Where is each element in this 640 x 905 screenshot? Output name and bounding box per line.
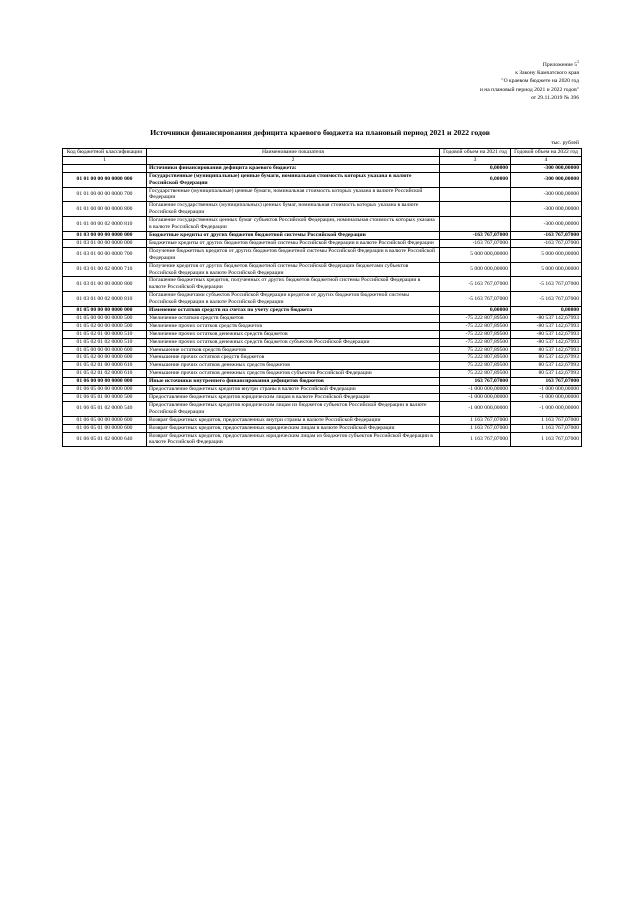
table-row [63, 370, 582, 378]
row-value-2021-cell: 0,00000 [440, 307, 511, 315]
row-value-2022-cell: 0,00000 [511, 307, 582, 315]
row-name-cell: Увеличение прочих остатков денежных средств бюджетов [147, 330, 440, 338]
table-row [63, 330, 582, 338]
column-number: 3 [440, 156, 511, 164]
column-number: 2 [147, 156, 440, 164]
row-code-cell: 01 01 00 00 00 0000 700 [63, 187, 147, 202]
row-name-cell: Увеличение прочих остатков средств бюджетов [147, 322, 440, 330]
row-name-cell: Иные источники внутреннего финансирования дефицитов бюджетов [147, 378, 440, 386]
row-name-cell: Предоставление бюджетных кредитов юридическим лицам в валюте Российской Федерации [147, 394, 440, 402]
row-value-2021-cell: 75 222 807,89500 [440, 346, 511, 354]
appendix-line-4: и на плановый период 2021 и 2022 годов" [479, 86, 579, 93]
row-value-2021-cell: 5 000 000,00000 [440, 262, 511, 277]
table-row [63, 386, 582, 394]
row-value-2021-cell: 1 163 767,07000 [440, 416, 511, 424]
row-code-cell: 01 03 01 00 00 0000 800 [63, 277, 147, 292]
table-row [63, 217, 582, 232]
row-value-2022-cell: -5 163 767,07000 [511, 292, 582, 307]
row-value-2021-cell: -1 000 000,00000 [440, 394, 511, 402]
row-value-2022-cell: 1 163 767,07000 [511, 424, 582, 432]
row-code-cell: 01 05 02 01 02 0000 510 [63, 338, 147, 346]
row-name-cell: Погашение бюджетных кредитов, полученных от других бюджетов бюджетной системы Российской Федерации в валюте Российской Федерации [147, 277, 440, 292]
table-row [63, 401, 582, 416]
row-value-2021-cell: -75 222 807,89500 [440, 314, 511, 322]
table-row [63, 416, 582, 424]
table-row [63, 292, 582, 307]
row-value-2022-cell: -163 767,07000 [511, 239, 582, 247]
appendix-line-3: "О краевом бюджете на 2020 год [501, 78, 579, 85]
row-name-cell: Бюджетные кредиты от других бюджетов бюджетной системы Российской Федерации в валюте Российской Федерации [147, 239, 440, 247]
row-value-2021-cell: -75 222 807,89500 [440, 338, 511, 346]
table-row [63, 362, 582, 370]
document-title: Источники финансирования дефицита краевого бюджета на плановый период 2021 и 2022 годов [150, 128, 490, 137]
row-code-cell: 01 06 05 01 00 0000 600 [63, 424, 147, 432]
table-row [63, 322, 582, 330]
row-name-cell: Возврат бюджетных кредитов, предоставленных юридическим лицам из бюджетов субъектов Российской Федерации в валюте Российской Федерации [147, 432, 440, 447]
row-name-cell: Изменение остатков средств на счетах по учету средств бюджета [147, 307, 440, 315]
row-value-2022-cell: 1 163 767,07000 [511, 416, 582, 424]
row-name-cell: Получение бюджетных кредитов от других бюджетов бюджетной системы Российской Федерации в валюте Российской Федерации [147, 247, 440, 262]
row-code-cell: 01 06 05 01 02 0000 640 [63, 432, 147, 447]
units-label: тыс. рублей [551, 140, 579, 146]
row-code-cell: 01 06 05 00 00 0000 000 [63, 386, 147, 394]
row-code-cell: 01 05 02 01 00 0000 610 [63, 362, 147, 370]
header-code: Код бюджетной классификации [63, 149, 147, 157]
row-name-cell: Получение кредитов от других бюджетов бюджетной системы Российской Федерации бюджетами субъектов Российской Федерации в валюте Российской Федерации [147, 262, 440, 277]
row-value-2022-cell: 163 767,07000 [511, 378, 582, 386]
row-value-2022-cell: -300 000,00000 [511, 172, 582, 187]
row-value-2022-cell: 80 537 142,67993 [511, 346, 582, 354]
row-name-cell: Уменьшение остатков средств бюджетов [147, 346, 440, 354]
row-value-2021-cell: 1 163 767,07000 [440, 432, 511, 447]
row-value-2021-cell: -163 767,07000 [440, 231, 511, 239]
column-number: 1 [63, 156, 147, 164]
row-name-cell: Предоставление бюджетных кредитов юридическим лицам из бюджетов субъектов Российской Федерации в валюте Российской Федерации [147, 401, 440, 416]
row-name-cell: Погашение бюджетами субъектов Российской Федерации кредитов от других бюджетов бюджетной системы Российской Федерации в валюте Российской Федерации [147, 292, 440, 307]
table-row [63, 239, 582, 247]
row-name-cell: Погашение государственных ценных бумаг субъектов Российской Федерации, номинальная стоимость которых указана в валюте Российской Федерации [147, 217, 440, 232]
row-value-2021-cell: -75 222 807,89500 [440, 330, 511, 338]
table-row [63, 247, 582, 262]
header-name: Наименование показателя [147, 149, 440, 157]
row-code-cell: 01 06 05 00 00 0000 600 [63, 416, 147, 424]
row-value-2022-cell: 1 163 767,07000 [511, 432, 582, 447]
row-value-2022-cell: -300 000,00000 [511, 217, 582, 232]
row-code-cell: 01 06 00 00 00 0000 000 [63, 378, 147, 386]
row-name-cell: Возврат бюджетных кредитов, предоставленных юридическим лицам в валюте Российской Федерации [147, 424, 440, 432]
row-value-2022-cell: -80 537 142,67993 [511, 330, 582, 338]
budget-table [62, 148, 582, 447]
row-name-cell: Уменьшение прочих остатков денежных средств бюджетов [147, 362, 440, 370]
table-row [63, 338, 582, 346]
header-year-2022: Годовой объем на 2022 год [511, 149, 582, 157]
appendix-line-1 [319, 58, 579, 69]
row-code-cell: 01 05 02 00 00 0000 600 [63, 354, 147, 362]
table-body [63, 164, 582, 447]
appendix-title: Приложение 5 [542, 61, 577, 68]
row-value-2022-cell: -80 537 142,67993 [511, 338, 582, 346]
row-code-cell: 01 05 00 00 00 0000 000 [63, 307, 147, 315]
table-row [63, 172, 582, 187]
table-row [63, 394, 582, 402]
row-name-cell: Источники финансирования дефицита краевого бюджета: [147, 164, 440, 172]
row-code-cell: 01 03 01 00 00 0000 000 [63, 239, 147, 247]
appendix-superscript: 1 [577, 59, 579, 64]
row-value-2021-cell: 5 000 000,00000 [440, 247, 511, 262]
row-name-cell: Бюджетные кредиты от других бюджетов бюджетной системы Российской Федерации [147, 231, 440, 239]
row-value-2021-cell: -5 163 767,07000 [440, 277, 511, 292]
row-value-2021-cell: 75 222 807,89500 [440, 354, 511, 362]
table-row [63, 378, 582, 386]
row-name-cell: Увеличение остатков средств бюджетов [147, 314, 440, 322]
row-code-cell: 01 06 05 01 00 0000 500 [63, 394, 147, 402]
row-value-2021-cell: 0,00000 [440, 172, 511, 187]
row-value-2021-cell: 0,00000 [440, 164, 511, 172]
row-value-2021-cell: -1 000 000,00000 [440, 401, 511, 416]
row-code-cell: 01 05 02 01 00 0000 510 [63, 330, 147, 338]
row-code-cell: 01 03 01 00 02 0000 710 [63, 262, 147, 277]
appendix-line-5: от 29.11.2019 № 396 [530, 95, 579, 102]
row-value-2022-cell: -1 000 000,00000 [511, 401, 582, 416]
row-value-2022-cell: 5 000 000,00000 [511, 262, 582, 277]
row-value-2021-cell: 1 163 767,07000 [440, 424, 511, 432]
row-name-cell: Государственные (муниципальные) ценные бумаги, номинальная стоимость которых указана в валюте Российской Федерации [147, 187, 440, 202]
column-number: 4 [511, 156, 582, 164]
row-name-cell: Увеличение прочих остатков денежных средств бюджетов субъектов Российской Федерации [147, 338, 440, 346]
row-code-cell: 01 01 00 00 00 0000 800 [63, 202, 147, 217]
row-code-cell: 01 05 02 00 00 0000 500 [63, 322, 147, 330]
row-value-2021-cell: 163 767,07000 [440, 378, 511, 386]
row-name-cell: Уменьшение прочих остатков средств бюджетов [147, 354, 440, 362]
row-name-cell: Государственные (муниципальные) ценные бумаги, номинальная стоимость которых указана в валюте Российской Федерации [147, 172, 440, 187]
table-row [63, 262, 582, 277]
row-value-2022-cell: -5 163 767,07000 [511, 277, 582, 292]
row-code-cell: 01 03 01 00 02 0000 810 [63, 292, 147, 307]
table-row [63, 187, 582, 202]
row-name-cell: Предоставление бюджетных кредитов внутри страны в валюте Российской Федерации [147, 386, 440, 394]
row-code-cell: 01 05 02 01 02 0000 610 [63, 370, 147, 378]
table-row [63, 424, 582, 432]
row-value-2022-cell: -80 537 142,67993 [511, 322, 582, 330]
table-row [63, 164, 582, 172]
row-code-cell: 01 06 05 01 02 0000 540 [63, 401, 147, 416]
row-code-cell: 01 05 00 00 00 0000 500 [63, 314, 147, 322]
row-value-2021-cell [440, 187, 511, 202]
row-value-2022-cell: -300 000,00000 [511, 202, 582, 217]
row-code-cell: 01 01 00 00 02 0000 810 [63, 217, 147, 232]
row-value-2021-cell: -75 222 807,89500 [440, 322, 511, 330]
row-value-2022-cell: -163 767,07000 [511, 231, 582, 239]
header-year-2021: Годовой объем на 2021 год [440, 149, 511, 157]
table-row [63, 307, 582, 315]
table-row [63, 314, 582, 322]
row-name-cell: Возврат бюджетных кредитов, предоставленных внутри страны в валюте Российской Федерации [147, 416, 440, 424]
row-value-2021-cell: -5 163 767,07000 [440, 292, 511, 307]
table-row [63, 277, 582, 292]
table-row [63, 231, 582, 239]
table-header-row [63, 149, 582, 157]
row-value-2022-cell: -300 000,00000 [511, 164, 582, 172]
row-value-2021-cell [440, 202, 511, 217]
row-value-2022-cell: -1 000 000,00000 [511, 386, 582, 394]
appendix-line-2: к Закону Камчатского края [515, 70, 579, 77]
row-value-2021-cell [440, 217, 511, 232]
row-code-cell: 01 03 00 00 00 0000 000 [63, 231, 147, 239]
row-name-cell: Уменьшение прочих остатков денежных средств бюджетов субъектов Российской Федерации [147, 370, 440, 378]
row-name-cell: Погашение государственных (муниципальных) ценных бумаг, номинальная стоимость которых указана в валюте Российской Федерации [147, 202, 440, 217]
row-code-cell [63, 164, 147, 172]
table-row [63, 354, 582, 362]
table-row [63, 346, 582, 354]
row-value-2022-cell: 5 000 000,00000 [511, 247, 582, 262]
row-value-2022-cell: -80 537 142,67993 [511, 314, 582, 322]
row-value-2022-cell: 80 537 142,67993 [511, 362, 582, 370]
column-number-row [63, 156, 582, 164]
row-value-2022-cell: -300 000,00000 [511, 187, 582, 202]
row-code-cell: 01 03 01 00 00 0000 700 [63, 247, 147, 262]
row-code-cell: 01 05 00 00 00 0000 600 [63, 346, 147, 354]
row-value-2022-cell: -1 000 000,00000 [511, 394, 582, 402]
table-row [63, 432, 582, 447]
row-value-2021-cell: -1 000 000,00000 [440, 386, 511, 394]
row-value-2021-cell: -163 767,07000 [440, 239, 511, 247]
appendix-block [319, 58, 579, 102]
row-value-2022-cell: 80 537 142,67993 [511, 354, 582, 362]
row-code-cell: 01 01 00 00 00 0000 000 [63, 172, 147, 187]
table-row [63, 202, 582, 217]
row-value-2021-cell: 75 222 807,89500 [440, 370, 511, 378]
row-value-2021-cell: 75 222 807,89500 [440, 362, 511, 370]
row-value-2022-cell: 80 537 142,67993 [511, 370, 582, 378]
